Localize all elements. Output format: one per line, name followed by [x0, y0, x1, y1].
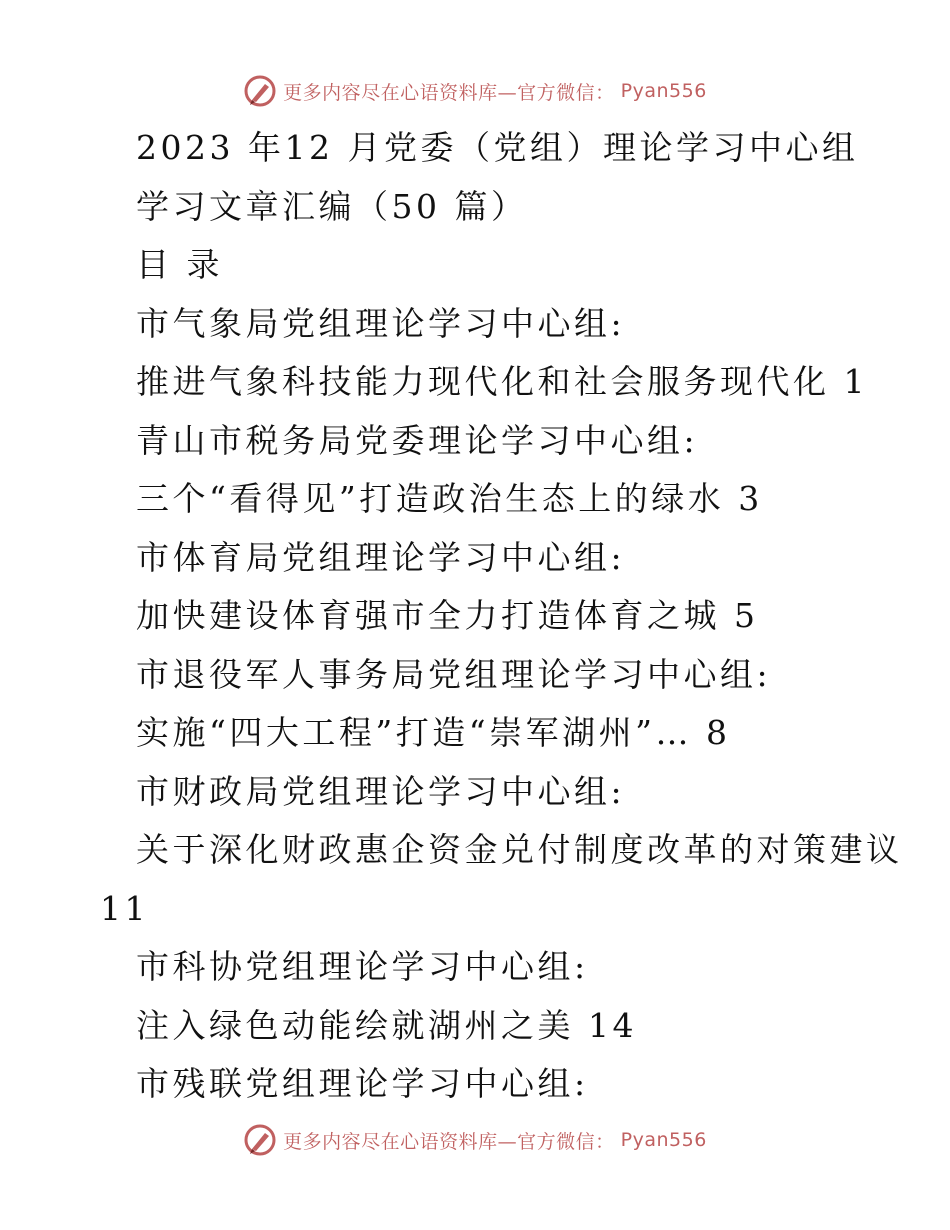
- doc-title-line-2: 学习文章汇编（50 篇）: [136, 186, 528, 226]
- watermark-wechat-id: Pyan556: [620, 80, 707, 102]
- pen-logo-icon: [243, 74, 277, 108]
- toc-entry-author: 市科协党组理论学习中心组:: [136, 947, 589, 986]
- doc-title-line-1: 2023 年12 月党委（党组）理论学习中心组: [136, 128, 859, 167]
- toc-entry-title: 注入绿色动能绘就湖州之美 14: [136, 1005, 637, 1045]
- watermark-text: 更多内容尽在心语资料库—官方微信：: [283, 81, 615, 104]
- toc-entry-title: 实施“四大工程”打造“崇军湖州”… 8: [136, 713, 731, 752]
- toc-entry-title: 加快建设体育强市全力打造体育之城 5: [136, 596, 759, 635]
- document-body: [0, 119, 950, 1114]
- watermark-footer: [0, 1120, 950, 1160]
- toc-entry-title: 推进气象科技能力现代化和社会服务现代化 1: [136, 362, 868, 401]
- toc-entry-author: 市残联党组理论学习中心组:: [136, 1064, 589, 1103]
- pen-logo-icon: [243, 1123, 277, 1157]
- toc-entry-author: 青山市税务局党委理论学习中心组:: [136, 420, 699, 460]
- watermark-wechat-id: Pyan556: [620, 1129, 707, 1151]
- watermark-text: 更多内容尽在心语资料库—官方微信：: [283, 1130, 615, 1153]
- toc-entry-author: 市财政局党组理论学习中心组:: [136, 771, 626, 811]
- toc-entry-author: 市体育局党组理论学习中心组:: [136, 537, 626, 577]
- toc-heading: 目 录: [136, 245, 223, 284]
- toc-entry-author: 市退役军人事务局党组理论学习中心组:: [136, 654, 772, 694]
- toc-entry-title: 关于深化财政惠企资金兑付制度改革的对策建议: [136, 830, 903, 869]
- toc-entry-author: 市气象局党组理论学习中心组:: [136, 303, 626, 343]
- watermark-header: [0, 71, 950, 111]
- toc-entry-page-number: 11: [100, 888, 149, 928]
- toc-entry-title: 三个“看得见”打造政治生态上的绿水 3: [136, 479, 763, 518]
